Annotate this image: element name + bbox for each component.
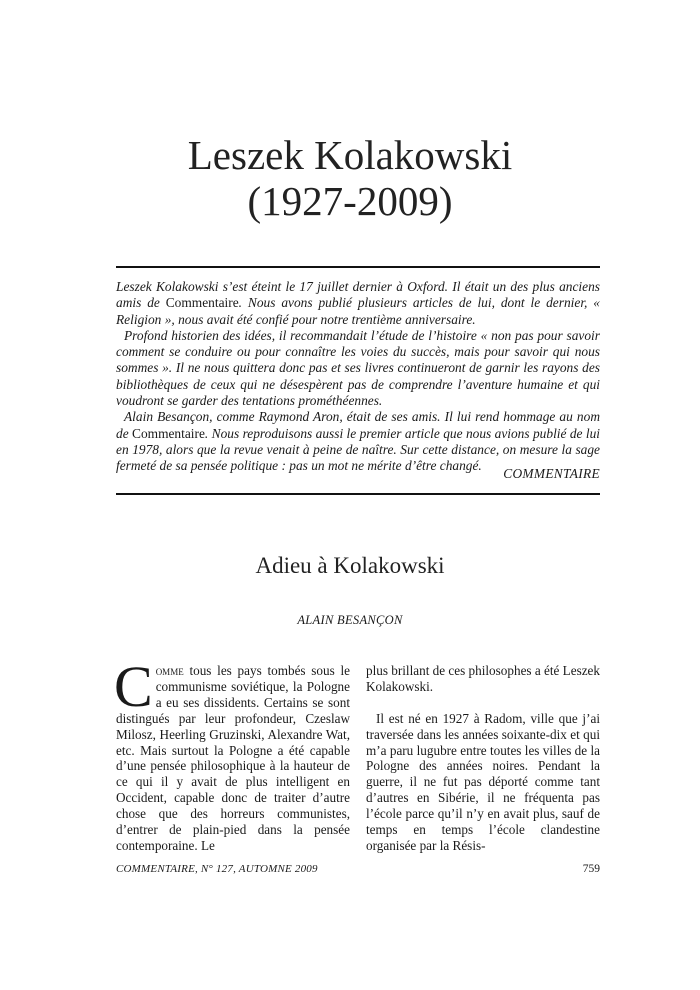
title-dates: (1927-2009) — [247, 178, 453, 224]
intro-paragraph-1: Leszek Kolakowski s’est éteint le 17 juillet dernier à Oxford. Il était un des plus anciens amis de Commentaire. Nous avons publié plusieurs articles de lui, dont le dernier, « Religion », nous avait été confié pour notre trentième anniversaire. — [116, 279, 600, 327]
drop-cap: C — [114, 654, 153, 719]
article-column-left — [114, 654, 350, 854]
small-caps-opening: omme — [155, 663, 184, 678]
article-paragraph: Il est né en 1927 à Radom, ville que j’ai traversée dans les années soixante-dix et qui m’a paru lugubre entre toutes les villes de la Pologne des années noires. Pendant la guerre, il ne fut pas déporté comme tant d’autres en Sibérie, il ne fréquenta pas l’école parce qu’il n’y en avait plus, sauf de temps en temps l’école clandestine organisée par la Résis- — [366, 710, 600, 853]
article-column-right — [366, 663, 600, 854]
title-name: Leszek Kolakowski — [187, 132, 513, 178]
article-paragraph: plus brillant de ces philosophes a été Leszek Kolakowski. — [366, 663, 601, 694]
top-rule — [116, 266, 600, 268]
magazine-name: Commentaire — [165, 295, 239, 311]
bottom-rule — [116, 493, 600, 495]
article-paragraph: Comme tous les pays tombés sous le communisme soviétique, la Pologne a eu ses dissidents. Certains se sont distingués par leur profondeur, Czeslaw Milosz, Heerling Gruzinski, Alexandre Wat, etc. Mais surtout la Pologne a été capable d’une pensée philosophique à la hauteur de ce qui il y avait de plus intelligent en Occident, capable donc de traiter d’autre chose que des horreurs communistes, d’entrer de plain-pied dans la pensée contemporaine. Le — [114, 654, 350, 853]
intro-paragraph-3: Alain Besançon, comme Raymond Aron, était de ses amis. Il lui rend hommage au nom de Commentaire. Nous reproduisons aussi le premier article que nous avions publié de lui en 1978, alors que la revue venait à peine de naître. Sur cette distance, on mesure la sage fermeté de sa pensée politique : pas un mot ne mérite d’être changé. — [116, 409, 600, 474]
editorial-intro — [116, 279, 600, 475]
article-title: Adieu à Kolakowski — [255, 553, 445, 578]
footer-journal: COMMENTAIRE, N° 127, AUTOMNE 2009 — [116, 863, 318, 875]
intro-paragraph-2: Profond historien des idées, il recommandait l’étude de l’histoire « non pas pour savoir comment se conduire ou pour connaître les voies du succès, mais pour savoir qui nous sommes ». Il ne nous quittera donc pas et ses livres continueront de garnir les rayons des bibliothèques de ceux qui ne désespèrent pas de comprendre l’aventure humaine et qui voudront se garder des tentations prométhéennes. — [116, 327, 600, 409]
intro-signature: COMMENTAIRE — [503, 466, 600, 481]
article-author: ALAIN BESANÇON — [297, 613, 403, 627]
page-number: 759 — [582, 863, 600, 875]
page-title — [0, 132, 700, 224]
magazine-name: Commentaire — [132, 425, 205, 441]
